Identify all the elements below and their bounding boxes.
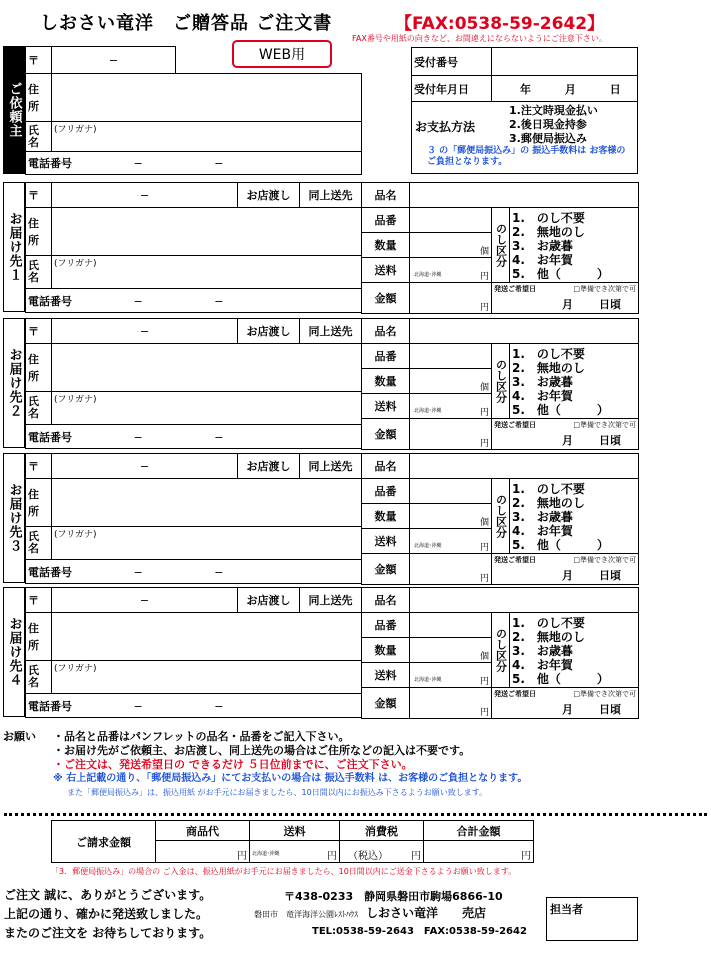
noshi-option-2[interactable]: 2. 無地のし [512, 361, 585, 375]
delivery-side-label-4: お届け先４ [3, 587, 25, 717]
client-name-field[interactable]: (フリガナ) [52, 122, 362, 152]
same-address-option[interactable]: 同上送先 [300, 319, 362, 344]
delivery-address-table-1 [25, 182, 362, 313]
noshi-option-5[interactable]: 5. 他（ ） [512, 672, 609, 686]
noshi-options [510, 613, 639, 688]
desired-date-cell[interactable]: 発送ご希望日 □準備でき次第で可 月 日頃 [492, 688, 639, 719]
quantity-label: 数量 [362, 504, 410, 529]
invoice-tax-field[interactable]: （税込） 円 [340, 841, 424, 863]
delivery-address-field[interactable] [52, 344, 362, 392]
noshi-options [510, 208, 639, 283]
delivery-phone-field[interactable]: 電話番号 − − [26, 560, 362, 584]
client-address-label: 住所 [26, 74, 52, 122]
noshi-option-1[interactable]: 1. のし不要 [512, 616, 585, 630]
delivery-product-table-2 [361, 318, 639, 450]
client-name-label: 氏名 [26, 122, 52, 152]
desired-date-cell[interactable]: 発送ご希望日 □準備でき次第で可 月 日頃 [492, 419, 639, 450]
noshi-option-1[interactable]: 1. のし不要 [512, 211, 585, 225]
delivery-address-table-3 [25, 453, 362, 584]
quantity-field[interactable]: 個 [410, 233, 492, 258]
payment-option-1[interactable]: 1.注文時現金払い [509, 104, 598, 117]
receipt-date-label: 受付年月日 [412, 76, 492, 102]
payment-label: お支払方法 [415, 120, 476, 134]
shop-phone: TEL:0538-59-2643 FAX:0538-59-2642 [312, 926, 527, 937]
client-address-field[interactable] [52, 74, 362, 122]
noshi-option-1[interactable]: 1. のし不要 [512, 347, 585, 361]
noshi-options [510, 479, 639, 554]
amount-label: 金額 [362, 554, 410, 585]
delivery-name-label: 氏名 [26, 392, 52, 425]
noshi-option-3[interactable]: 3. お歳暮 [512, 375, 573, 389]
product-no-label: 品番 [362, 208, 410, 233]
receipt-no-label: 受付番号 [412, 48, 492, 76]
shipping-label: 送料 [362, 394, 410, 419]
shipping-label: 送料 [362, 529, 410, 554]
product-no-field[interactable] [410, 208, 492, 233]
delivery-postal-mark: 〒 [26, 454, 52, 479]
desired-date-cell[interactable]: 発送ご希望日 □準備でき次第で可 月 日頃 [492, 554, 639, 585]
product-name-field[interactable] [410, 588, 639, 613]
web-badge: WEB用 [232, 40, 332, 68]
invoice-goods-field[interactable]: 円 [156, 841, 250, 863]
same-address-option[interactable]: 同上送先 [300, 183, 362, 208]
reception-box [411, 47, 638, 174]
delivery-product-table-1 [361, 182, 639, 314]
delivery-name-field[interactable]: (フリガナ) [52, 661, 362, 694]
amount-field[interactable]: 円 [410, 283, 492, 314]
delivery-address-label: 住所 [26, 208, 52, 256]
client-side-label: ご依頼主 [3, 46, 25, 174]
delivery-phone-field[interactable]: 電話番号 − − [26, 425, 362, 449]
store-pickup-option[interactable]: お店渡し [238, 183, 300, 208]
invoice-label: ご請求金額 [52, 821, 156, 863]
store-pickup-option[interactable]: お店渡し [238, 588, 300, 613]
noshi-option-3[interactable]: 3. お歳暮 [512, 644, 573, 658]
delivery-postal-field[interactable]: − [52, 183, 238, 208]
shipping-field[interactable]: 北海道･沖縄 円 [410, 394, 492, 419]
payment-note: ３ の「郵便局振込み」の 振込手数料は お客様のご負担となります。 [427, 146, 626, 167]
noshi-option-5[interactable]: 5. 他（ ） [512, 267, 609, 281]
noshi-options [510, 344, 639, 419]
delivery-side-label-1: お届け先１ [3, 182, 25, 312]
noshi-option-5[interactable]: 5. 他（ ） [512, 403, 609, 417]
notes-section [3, 730, 703, 800]
shipping-field[interactable]: 北海道･沖縄 円 [410, 529, 492, 554]
note-line-1: ・品名と品番はパンフレットの品名・品番をご記入下さい。 [53, 730, 350, 743]
delivery-address-field[interactable] [52, 613, 362, 661]
note-line-2: ・お届け先がご依頼主、お店渡し、同上送先の場合はご住所などの記入は不要です。 [53, 744, 471, 757]
shipping-label: 送料 [362, 663, 410, 688]
delivery-name-field[interactable]: (フリガナ) [52, 527, 362, 560]
delivery-product-table-3 [361, 453, 639, 585]
noshi-option-2[interactable]: 2. 無地のし [512, 496, 585, 510]
product-no-label: 品番 [362, 479, 410, 504]
shipping-label: 送料 [362, 258, 410, 283]
invoice-total-field[interactable]: 円 [424, 841, 534, 863]
product-name-field[interactable] [410, 454, 639, 479]
invoice-note: 「3．郵便局振込み」の場合の ご入金は、振込用紙がお手元にお届きましたら、10日間以内にご送金下さるようお願い致します。 [51, 867, 517, 876]
note-line-3: ・ご注文は、発送希望日の できるだけ ５日位前までに、ご注文下さい。 [53, 758, 413, 771]
invoice-header-goods: 商品代 [156, 821, 250, 841]
noshi-option-3[interactable]: 3. お歳暮 [512, 510, 573, 524]
dotted-separator [4, 813, 707, 816]
delivery-address-field[interactable] [52, 208, 362, 256]
delivery-side-label-3: お届け先３ [3, 453, 25, 583]
delivery-name-field[interactable]: (フリガナ) [52, 392, 362, 425]
note-line-4: ※ 右上記載の通り、「郵便局振込み」にてお支払いの場合は 振込手数料 は、お客様のご負担となります。 [53, 773, 528, 784]
amount-label: 金額 [362, 419, 410, 450]
product-name-label: 品名 [362, 588, 410, 613]
invoice-table [51, 820, 534, 863]
payment-option-3[interactable]: 3.郵便局振込み [509, 132, 587, 145]
same-address-option[interactable]: 同上送先 [300, 588, 362, 613]
noshi-option-5[interactable]: 5. 他（ ） [512, 538, 609, 552]
noshi-label: のし区分 [492, 208, 510, 283]
staff-box[interactable]: 担当者 [546, 897, 638, 941]
shop-contact [254, 888, 536, 940]
notes-prefix: お願い [3, 730, 36, 743]
store-pickup-option[interactable]: お店渡し [238, 319, 300, 344]
delivery-postal-field[interactable]: − [52, 319, 238, 344]
delivery-postal-mark: 〒 [26, 183, 52, 208]
invoice-header-tax: 消費税 [340, 821, 424, 841]
noshi-option-4[interactable]: 4. お年賀 [512, 524, 573, 538]
delivery-address-label: 住所 [26, 479, 52, 527]
noshi-option-4[interactable]: 4. お年賀 [512, 658, 573, 672]
invoice-header-shipping: 送料 [250, 821, 340, 841]
shipping-field[interactable]: 北海道･沖縄 円 [410, 663, 492, 688]
product-no-field[interactable] [410, 613, 492, 638]
amount-field[interactable]: 円 [410, 554, 492, 585]
amount-field[interactable]: 円 [410, 688, 492, 719]
payment-option-2[interactable]: 2.後日現金持参 [509, 118, 587, 131]
delivery-side-label-2: お届け先２ [3, 318, 25, 448]
client-phone-field[interactable]: 電話番号 − − [26, 152, 362, 175]
delivery-postal-mark: 〒 [26, 319, 52, 344]
delivery-name-label: 氏名 [26, 256, 52, 289]
delivery-name-field[interactable]: (フリガナ) [52, 256, 362, 289]
noshi-label: のし区分 [492, 479, 510, 554]
fax-number: 【FAX:0538-59-2642】 [395, 14, 605, 34]
client-postal-field[interactable]: − [52, 47, 176, 74]
form-title: しおさい竜洋 ご贈答品 ご注文書 [40, 13, 333, 34]
delivery-product-table-4 [361, 587, 639, 719]
delivery-name-label: 氏名 [26, 527, 52, 560]
delivery-address-label: 住所 [26, 613, 52, 661]
shop-place: 磐田市 竜洋海洋公園ﾚｽﾄﾊｳｽ [254, 910, 358, 919]
amount-label: 金額 [362, 688, 410, 719]
noshi-option-2[interactable]: 2. 無地のし [512, 630, 585, 644]
receipt-date-field[interactable]: 年 月 日 [492, 76, 638, 102]
noshi-option-2[interactable]: 2. 無地のし [512, 225, 585, 239]
quantity-field[interactable]: 個 [410, 504, 492, 529]
product-no-label: 品番 [362, 613, 410, 638]
shop-address: 〒438-0233 静岡県磐田市駒場6866-10 [284, 890, 503, 903]
client-table [25, 46, 362, 175]
product-name-field[interactable] [410, 183, 639, 208]
quantity-field[interactable]: 個 [410, 369, 492, 394]
note-line-5: また「郵便局振込み」は、振込用紙 がお手元にお届きましたら、10日間以内にお振込み下さるようお願い致します。 [67, 788, 488, 797]
product-name-field[interactable] [410, 319, 639, 344]
receipt-no-field[interactable] [492, 48, 638, 76]
amount-label: 金額 [362, 283, 410, 314]
amount-field[interactable]: 円 [410, 419, 492, 450]
delivery-name-label: 氏名 [26, 661, 52, 694]
quantity-label: 数量 [362, 638, 410, 663]
client-postal-mark: 〒 [26, 47, 52, 74]
shipping-field[interactable]: 北海道･沖縄 円 [410, 258, 492, 283]
shop-name: しおさい竜洋 売店 [366, 906, 487, 920]
noshi-option-4[interactable]: 4. お年賀 [512, 389, 573, 403]
delivery-address-table-2 [25, 318, 362, 449]
delivery-address-table-4 [25, 587, 362, 718]
noshi-option-1[interactable]: 1. のし不要 [512, 482, 585, 496]
delivery-postal-field[interactable]: − [52, 588, 238, 613]
noshi-option-3[interactable]: 3. お歳暮 [512, 239, 573, 253]
product-no-field[interactable] [410, 479, 492, 504]
product-name-label: 品名 [362, 319, 410, 344]
noshi-label: のし区分 [492, 613, 510, 688]
quantity-label: 数量 [362, 369, 410, 394]
delivery-phone-field[interactable]: 電話番号 − − [26, 694, 362, 718]
noshi-label: のし区分 [492, 344, 510, 419]
product-name-label: 品名 [362, 454, 410, 479]
same-address-option[interactable]: 同上送先 [300, 454, 362, 479]
thanks-message: ご注文 誠に、ありがとうございます。 上記の通り、確かに発送致しました。 またのご注文を お待ちしております。 [4, 888, 212, 940]
payment-method-cell [412, 102, 638, 174]
delivery-address-field[interactable] [52, 479, 362, 527]
store-pickup-option[interactable]: お店渡し [238, 454, 300, 479]
noshi-option-4[interactable]: 4. お年賀 [512, 253, 573, 267]
desired-date-cell[interactable]: 発送ご希望日 □準備でき次第で可 月 日頃 [492, 283, 639, 314]
quantity-field[interactable]: 個 [410, 638, 492, 663]
delivery-phone-field[interactable]: 電話番号 − − [26, 289, 362, 313]
product-name-label: 品名 [362, 183, 410, 208]
invoice-header-total: 合計金額 [424, 821, 534, 841]
delivery-address-label: 住所 [26, 344, 52, 392]
product-no-label: 品番 [362, 344, 410, 369]
product-no-field[interactable] [410, 344, 492, 369]
quantity-label: 数量 [362, 233, 410, 258]
fax-note: FAX番号や用紙の向きなど、お間違えにならないようにご注意下さい。 [352, 34, 607, 43]
delivery-postal-field[interactable]: − [52, 454, 238, 479]
delivery-postal-mark: 〒 [26, 588, 52, 613]
invoice-shipping-field[interactable]: 北海道･沖縄 円 [250, 841, 340, 863]
